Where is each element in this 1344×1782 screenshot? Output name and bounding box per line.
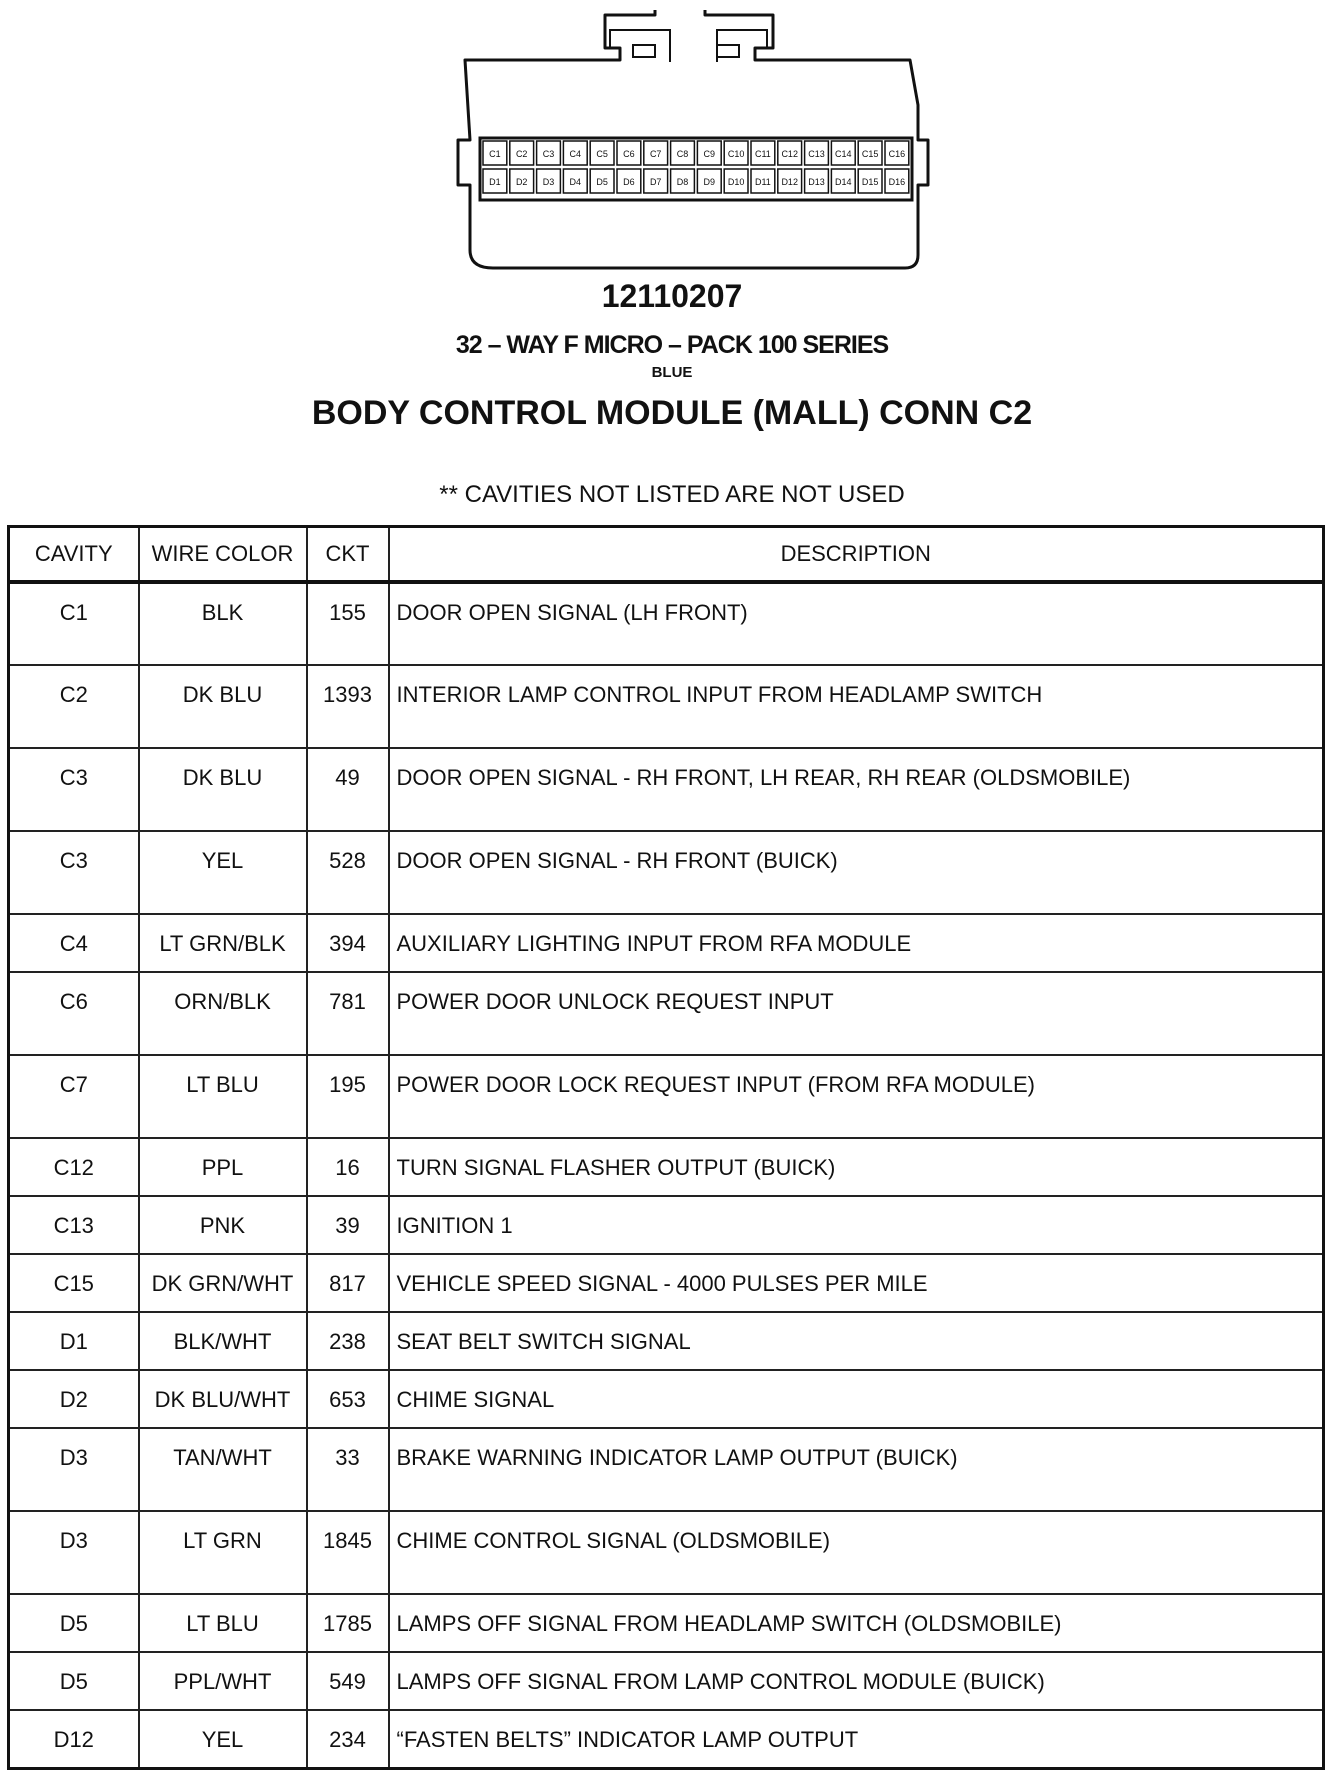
cell-wire-color: PPL/WHT xyxy=(139,1652,307,1710)
pinout-table xyxy=(7,525,1325,1770)
table-row xyxy=(9,582,1324,665)
cell-cavity: D12 xyxy=(9,1710,139,1768)
cell-ckt: 394 xyxy=(307,914,389,972)
cell-ckt: 817 xyxy=(307,1254,389,1312)
cell-description: DOOR OPEN SIGNAL - RH FRONT, LH REAR, RH REAR (OLDSMOBILE) xyxy=(389,748,1324,831)
cavity-label-C2: C2 xyxy=(515,149,528,159)
module-title: BODY CONTROL MODULE (MALL) CONN C2 xyxy=(311,394,1033,432)
connector-series: 32 – WAY F MICRO – PACK 100 SERIES xyxy=(455,331,889,359)
table-row xyxy=(9,914,1324,972)
cavity-label-C6: C6 xyxy=(623,149,635,159)
cell-cavity: C15 xyxy=(9,1254,139,1312)
cell-cavity: D5 xyxy=(9,1652,139,1710)
cell-wire-color: PNK xyxy=(139,1196,307,1254)
cavity-label-D6: D6 xyxy=(623,177,635,187)
table-header-row xyxy=(9,527,1324,583)
cell-ckt: 49 xyxy=(307,748,389,831)
cell-ckt: 528 xyxy=(307,831,389,914)
table-row xyxy=(9,1652,1324,1710)
cavity-label-D9: D9 xyxy=(703,177,716,187)
cell-wire-color: PPL xyxy=(139,1138,307,1196)
cell-ckt: 1785 xyxy=(307,1594,389,1652)
cell-ckt: 1845 xyxy=(307,1511,389,1594)
cavity-label-D16: D16 xyxy=(888,177,906,187)
cavity-label-D1: D1 xyxy=(489,177,501,187)
cell-wire-color: BLK/WHT xyxy=(139,1312,307,1370)
cavity-label-C12: C12 xyxy=(781,149,798,159)
connector-face-diagram xyxy=(455,10,945,275)
cell-cavity: C7 xyxy=(9,1055,139,1138)
cavity-label-C4: C4 xyxy=(569,149,582,159)
cavity-label-C7: C7 xyxy=(649,149,662,159)
cell-ckt: 234 xyxy=(307,1710,389,1768)
cell-description: INTERIOR LAMP CONTROL INPUT FROM HEADLAMP SWITCH xyxy=(389,665,1324,748)
cavity-label-D8: D8 xyxy=(676,177,689,187)
cell-wire-color: LT GRN xyxy=(139,1511,307,1594)
cavity-label-C15: C15 xyxy=(861,149,879,159)
cavity-label-D5: D5 xyxy=(596,177,608,187)
cell-ckt: 549 xyxy=(307,1652,389,1710)
cavity-label-C16: C16 xyxy=(888,149,906,159)
table-row xyxy=(9,748,1324,831)
header-cavity: CAVITY xyxy=(9,527,139,583)
cell-cavity: C1 xyxy=(9,582,139,665)
cell-wire-color: DK BLU/WHT xyxy=(139,1370,307,1428)
table-row xyxy=(9,1196,1324,1254)
cell-wire-color: YEL xyxy=(139,1710,307,1768)
cell-description: “FASTEN BELTS” INDICATOR LAMP OUTPUT xyxy=(389,1710,1324,1768)
table-row xyxy=(9,1594,1324,1652)
cell-ckt: 1393 xyxy=(307,665,389,748)
cell-description: CHIME CONTROL SIGNAL (OLDSMOBILE) xyxy=(389,1511,1324,1594)
header-description: DESCRIPTION xyxy=(389,527,1324,583)
table-row xyxy=(9,1254,1324,1312)
cell-wire-color: DK GRN/WHT xyxy=(139,1254,307,1312)
table-row xyxy=(9,1428,1324,1511)
cavity-label-D10: D10 xyxy=(727,177,745,187)
table-row xyxy=(9,1138,1324,1196)
cell-description: IGNITION 1 xyxy=(389,1196,1324,1254)
cavity-label-C9: C9 xyxy=(703,149,716,159)
cell-description: TURN SIGNAL FLASHER OUTPUT (BUICK) xyxy=(389,1138,1324,1196)
cavity-label-D11: D11 xyxy=(754,177,771,187)
cell-description: DOOR OPEN SIGNAL (LH FRONT) xyxy=(389,582,1324,665)
cell-ckt: 16 xyxy=(307,1138,389,1196)
cell-description: VEHICLE SPEED SIGNAL - 4000 PULSES PER MILE xyxy=(389,1254,1324,1312)
cell-cavity: D5 xyxy=(9,1594,139,1652)
table-row xyxy=(9,1055,1324,1138)
table-row xyxy=(9,665,1324,748)
cavity-label-C13: C13 xyxy=(808,149,825,159)
cell-cavity: D1 xyxy=(9,1312,139,1370)
cell-description: LAMPS OFF SIGNAL FROM LAMP CONTROL MODULE (BUICK) xyxy=(389,1652,1324,1710)
header-ckt: CKT xyxy=(307,527,389,583)
cell-description: BRAKE WARNING INDICATOR LAMP OUTPUT (BUICK) xyxy=(389,1428,1324,1511)
cell-cavity: C6 xyxy=(9,972,139,1055)
cavity-label-C1: C1 xyxy=(489,149,501,159)
cell-cavity: C3 xyxy=(9,831,139,914)
cell-ckt: 155 xyxy=(307,582,389,665)
cavity-label-C11: C11 xyxy=(754,149,771,159)
cavity-label-C14: C14 xyxy=(835,149,852,159)
unused-cavities-note: ** CAVITIES NOT LISTED ARE NOT USED xyxy=(439,481,905,508)
cell-ckt: 781 xyxy=(307,972,389,1055)
cavity-label-D12: D12 xyxy=(781,177,798,187)
header-wire-color: WIRE COLOR xyxy=(139,527,307,583)
cell-ckt: 238 xyxy=(307,1312,389,1370)
table-row xyxy=(9,1511,1324,1594)
cavity-label-C3: C3 xyxy=(542,149,555,159)
cavity-label-D3: D3 xyxy=(542,177,555,187)
cell-description: POWER DOOR LOCK REQUEST INPUT (FROM RFA MODULE) xyxy=(389,1055,1324,1138)
cell-wire-color: YEL xyxy=(139,831,307,914)
table-row xyxy=(9,831,1324,914)
cell-cavity: D3 xyxy=(9,1511,139,1594)
cell-wire-color: TAN/WHT xyxy=(139,1428,307,1511)
cavity-label-D14: D14 xyxy=(835,177,852,187)
cell-ckt: 39 xyxy=(307,1196,389,1254)
cell-description: SEAT BELT SWITCH SIGNAL xyxy=(389,1312,1324,1370)
cell-cavity: C3 xyxy=(9,748,139,831)
cell-wire-color: BLK xyxy=(139,582,307,665)
cell-cavity: C12 xyxy=(9,1138,139,1196)
cell-wire-color: ORN/BLK xyxy=(139,972,307,1055)
cell-wire-color: LT BLU xyxy=(139,1594,307,1652)
cell-ckt: 195 xyxy=(307,1055,389,1138)
part-number: 12110207 xyxy=(601,278,743,314)
table-row xyxy=(9,1370,1324,1428)
cavity-grid xyxy=(483,141,909,193)
cell-wire-color: LT BLU xyxy=(139,1055,307,1138)
cavity-label-C10: C10 xyxy=(727,149,745,159)
cell-cavity: C13 xyxy=(9,1196,139,1254)
cell-description: LAMPS OFF SIGNAL FROM HEADLAMP SWITCH (OLDSMOBILE) xyxy=(389,1594,1324,1652)
cavity-label-D7: D7 xyxy=(649,177,662,187)
cell-wire-color: DK BLU xyxy=(139,748,307,831)
connector-color: BLUE xyxy=(651,364,693,381)
cell-description: POWER DOOR UNLOCK REQUEST INPUT xyxy=(389,972,1324,1055)
table-row xyxy=(9,1312,1324,1370)
cavity-label-D4: D4 xyxy=(569,177,582,187)
cell-ckt: 653 xyxy=(307,1370,389,1428)
cell-description: AUXILIARY LIGHTING INPUT FROM RFA MODULE xyxy=(389,914,1324,972)
cell-cavity: D3 xyxy=(9,1428,139,1511)
cavity-label-C8: C8 xyxy=(676,149,689,159)
cavity-label-C5: C5 xyxy=(596,149,608,159)
cell-cavity: C2 xyxy=(9,665,139,748)
table-row xyxy=(9,1710,1324,1768)
cell-wire-color: DK BLU xyxy=(139,665,307,748)
cell-description: CHIME SIGNAL xyxy=(389,1370,1324,1428)
cavity-label-D2: D2 xyxy=(515,177,528,187)
cell-ckt: 33 xyxy=(307,1428,389,1511)
cell-wire-color: LT GRN/BLK xyxy=(139,914,307,972)
cell-cavity: D2 xyxy=(9,1370,139,1428)
cavity-label-D15: D15 xyxy=(861,177,879,187)
cell-cavity: C4 xyxy=(9,914,139,972)
cavity-label-D13: D13 xyxy=(808,177,825,187)
table-row xyxy=(9,972,1324,1055)
cell-description: DOOR OPEN SIGNAL - RH FRONT (BUICK) xyxy=(389,831,1324,914)
